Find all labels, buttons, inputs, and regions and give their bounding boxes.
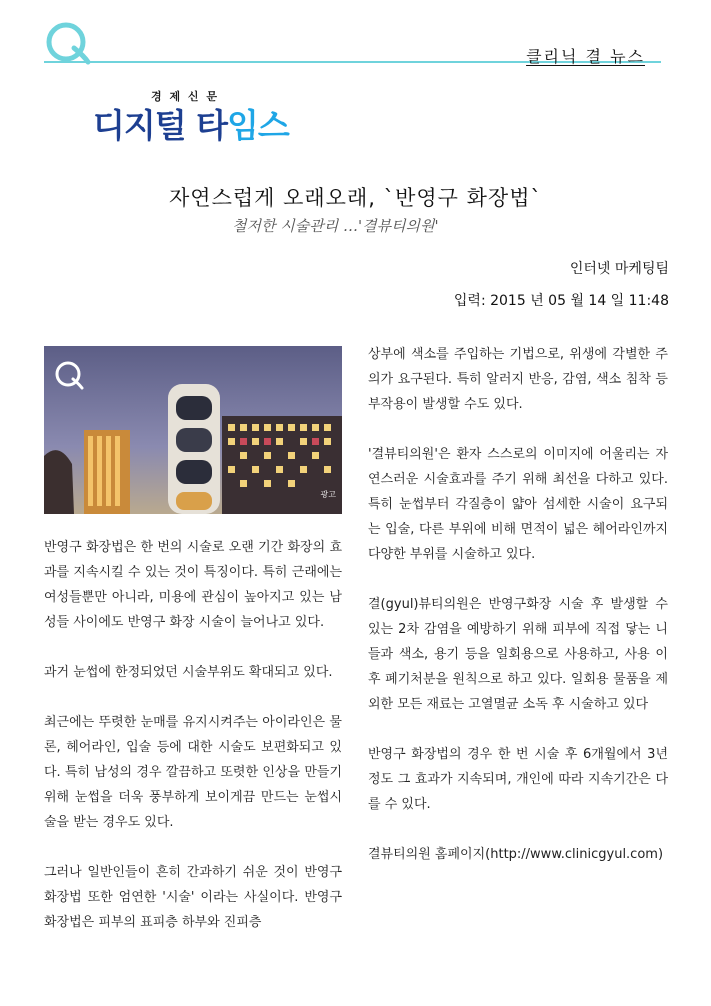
publication-name-part2: 임스 xyxy=(227,106,289,145)
article-headline: 자연스럽게 오래오래, `반영구 화장법` xyxy=(169,186,542,210)
article-column-left xyxy=(44,535,342,960)
article-photo xyxy=(44,346,342,514)
article-paragraph: 그러나 일반인들이 흔히 간과하기 쉬운 것이 반영구 화장법 또한 엄연한 '시술' 이라는 사실이다. 반영구 화장법은 피부의 표피층 하부와 진피층 xyxy=(44,865,342,930)
publication-name-part1: 디지털 타 xyxy=(93,106,228,145)
publication-logo xyxy=(93,100,289,147)
clinic-logo-icon xyxy=(44,16,94,66)
article-paragraph: 과거 눈썹에 한정되었던 시술부위도 확대되고 있다. xyxy=(44,665,333,680)
article-paragraph: 최근에는 뚜렷한 눈매를 유지시켜주는 아이라인은 물론, 헤어라인, 입술 등에 대한 시술도 보편화되고 있다. 특히 남성의 경우 깔끔하고 또렷한 인상을 만들기 위해 눈썹을 더욱 풍부하게 보이게끔 만드는 눈썹시술을 받는 경우도 있다. xyxy=(44,715,342,830)
article-byline: 인터넷 마케팅팀 xyxy=(569,261,669,277)
article-paragraph: 결(gyul)뷰티의원은 반영구화장 시술 후 발생할 수 있는 2차 감염을 예방하기 위해 피부에 직접 닿는 니들과 색소, 용기 등을 일회용으로 사용하고, 사용 이후 폐기처분을 원칙으로 하고 있다. 일회용 물품을 제외한 모든 재료는 고열멸균 소독 후 시술하고 있다 xyxy=(368,597,668,712)
homepage-link[interactable]: 결뷰티의원 홈페이지(http://www.clinicgyul.com) xyxy=(368,847,664,862)
article-dateline: 입력: 2015 년 05 월 14 일 11:48 xyxy=(453,293,669,309)
article-paragraph: 상부에 색소를 주입하는 기법으로, 위생에 각별한 주의가 요구된다. 특히 알러지 반응, 감염, 색소 침착 등 부작용이 발생할 수도 있다. xyxy=(368,347,668,412)
article-paragraph: 반영구 화장법은 한 번의 시술로 오랜 기간 화장의 효과를 지속시킬 수 있는 것이 특징이다. 특히 근래에는 여성들뿐만 아니라, 미용에 관심이 높아지고 있는 남성들 사이에도 반영구 화장 시술이 늘어나고 있다. xyxy=(44,540,342,630)
article-subhead: 철저한 시술관리 …'결뷰티의원' xyxy=(232,217,439,235)
photo-credit: 광고 xyxy=(320,490,336,499)
article-column-right xyxy=(368,342,668,892)
article-paragraph: 반영구 화장법의 경우 한 번 시술 후 6개월에서 3년 정도 그 효과가 지속되며, 개인에 따라 지속기간은 다를 수 있다. xyxy=(368,747,668,812)
publication-subtitle: 경 제 신 문 xyxy=(151,90,219,103)
article-paragraph: '결뷰티의원'은 환자 스스로의 이미지에 어울리는 자연스러운 시술효과를 주기 위해 최선을 다하고 있다. 특히 눈썹부터 각질층이 얇아 섬세한 시술이 요구되는 입술, 다른 부위에 비해 면적이 넓은 헤어라인까지 다양한 부위를 시술하고 있다. xyxy=(368,447,668,562)
header-label: 클리닉 결 뉴스 xyxy=(526,47,645,66)
